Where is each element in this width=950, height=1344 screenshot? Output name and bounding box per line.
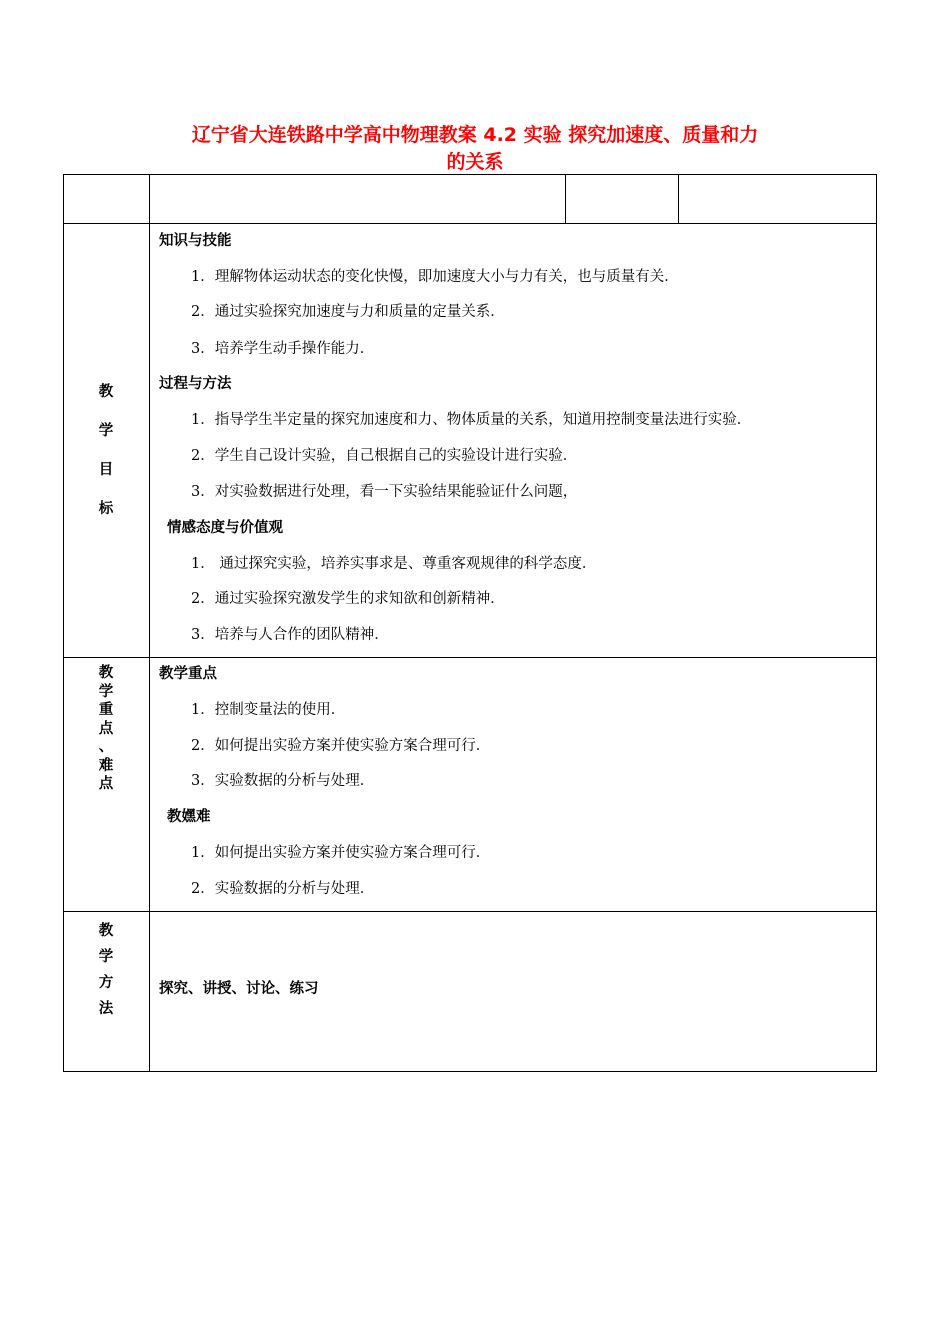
methods-text: 探究、讲授、讨论、练习: [159, 981, 319, 997]
focus-item-1: 1．控制变量法的使用．: [191, 702, 346, 718]
title-line-2: 的关系: [446, 151, 504, 173]
label-char: 重: [98, 702, 114, 718]
label-char: 点: [98, 776, 114, 792]
focus-item-2: 2．如何提出实验方案并使实验方案合理可行．: [191, 738, 491, 754]
row-divider-1: [63, 223, 877, 224]
process-item-2: 2．学生自己设计实验，自己根据自己的实验设计进行实验．: [191, 448, 578, 464]
table-border-bottom: [63, 1071, 877, 1072]
attitude-item-1: 1． 通过探究实验，培养实事求是、尊重客观规律的科学态度．: [191, 556, 597, 572]
knowledge-item-3: 3．培养学生动手操作能力．: [191, 341, 375, 357]
label-char: 教: [98, 384, 114, 400]
label-char: 标: [98, 501, 114, 517]
label-char: 学: [98, 423, 114, 439]
focus-heading: 教学重点: [159, 666, 217, 682]
attitude-heading: 情感态度与价值观: [167, 520, 283, 536]
attitude-item-2: 2．通过实验探究激发学生的求知欲和创新精神．: [191, 591, 505, 607]
label-char: 法: [98, 1001, 114, 1017]
knowledge-heading: 知识与技能: [159, 233, 232, 249]
label-char: 教: [98, 665, 114, 681]
difficulty-item-2: 2．实验数据的分析与处理．: [191, 881, 375, 897]
label-column-divider: [149, 174, 150, 1072]
process-item-1: 1．指导学生半定量的探究加速度和力、物体质量的关系，知道用控制变量法进行实验．: [191, 412, 752, 428]
focus-item-3: 3．实验数据的分析与处理．: [191, 773, 375, 789]
label-char: 目: [98, 462, 114, 478]
process-heading: 过程与方法: [159, 376, 232, 392]
label-char: 点: [98, 720, 114, 737]
process-item-3: 3．对实验数据进行处理，看一下实验结果能验证什么问题，: [191, 484, 578, 500]
header-cell-divider-2: [678, 174, 679, 224]
keypoints-label: [63, 664, 149, 794]
label-char: 学: [98, 949, 114, 965]
row-divider-2: [63, 657, 877, 658]
title-line-1: 辽宁省大连铁路中学高中物理教案 4.2 实验 探究加速度、质量和力: [191, 124, 759, 146]
table-border-right: [876, 174, 877, 1072]
label-char: 难: [98, 757, 114, 774]
goals-label: [63, 373, 149, 529]
label-char: 教: [98, 923, 114, 939]
row-divider-3: [63, 911, 877, 912]
table-border-top: [63, 174, 877, 175]
header-cell-divider-1: [565, 174, 566, 224]
attitude-item-3: 3．培养与人合作的团队精神．: [191, 627, 389, 643]
difficulty-heading: 教嫼难: [167, 809, 211, 825]
label-char: 方: [98, 975, 114, 991]
knowledge-item-1: 1．理解物体运动状态的变化快慢，即加速度大小与力有关，也与质量有关．: [191, 269, 679, 285]
knowledge-item-2: 2．通过实验探究加速度与力和质量的定量关系．: [191, 304, 505, 320]
difficulty-item-1: 1．如何提出实验方案并使实验方案合理可行．: [191, 845, 491, 861]
label-char: 学: [98, 683, 114, 700]
label-char: 、: [98, 739, 114, 755]
document-title: [80, 122, 870, 176]
methods-label: [63, 918, 149, 1022]
